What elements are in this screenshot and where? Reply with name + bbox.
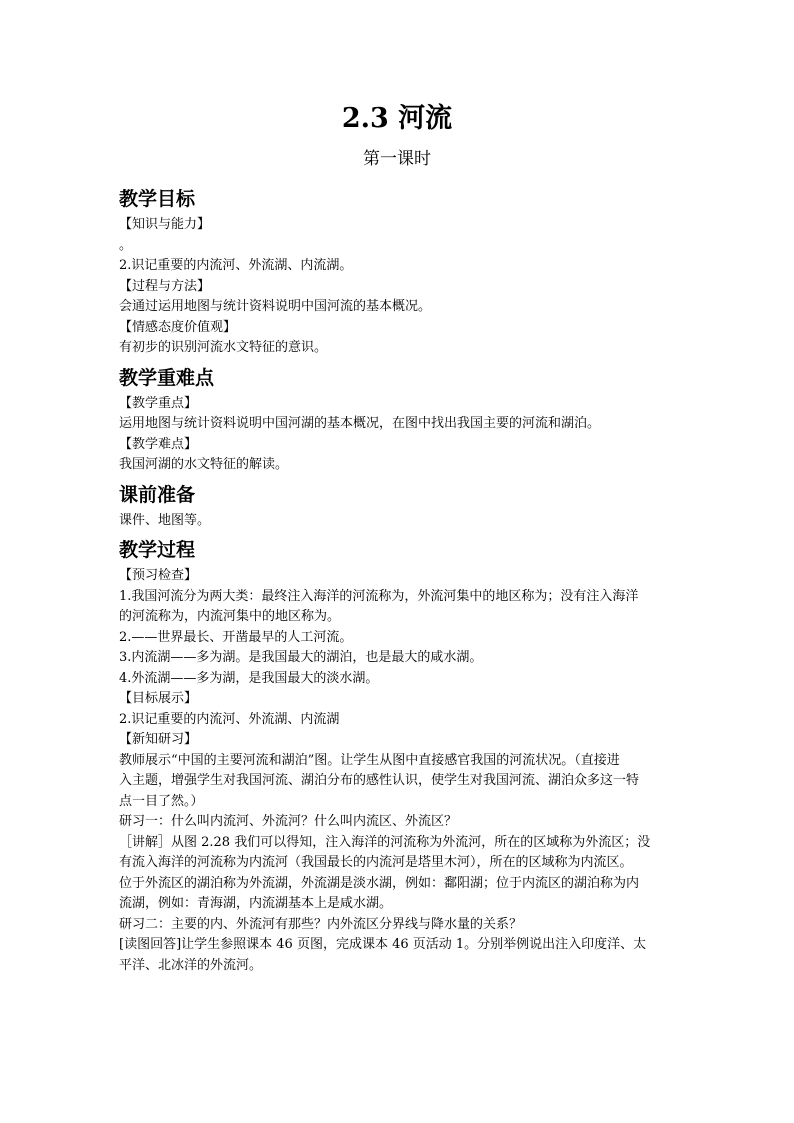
- paragraph-line: 2.识记重要的内流河、外流湖、内流湖: [119, 711, 340, 727]
- paragraph-line: 点一目了然。）: [119, 793, 204, 809]
- subheading-new-knowledge: 【新知研习】: [119, 732, 198, 747]
- paragraph-line: 流湖，例如：青海湖，内流湖基本上是咸水湖。: [119, 896, 393, 911]
- subheading-values: 【情感态度价值观】: [119, 319, 237, 335]
- section-heading-preparation: 课前准备: [119, 483, 196, 506]
- paragraph-line: 3.内流湖——多为湖。是我国最大的湖泊，也是最大的咸水湖。: [119, 650, 483, 665]
- paragraph-line: 。: [119, 237, 133, 253]
- paragraph-line: 课件、地图等。: [119, 512, 211, 528]
- paragraph-line: 研习二：主要的内、外流河有那些？内外流区分界线与降水量的关系？: [119, 916, 523, 932]
- paragraph-line: 4.外流湖——多为湖，是我国最大的淡水湖。: [119, 670, 379, 686]
- paragraph-line: 2.——世界最长、开凿最早的人工河流。: [119, 629, 353, 645]
- paragraph-line: 1.我国河流分为两大类：最终注入海洋的河流称为，外流河集中的地区称为；没有注入海洋: [119, 588, 639, 604]
- subheading-difficulty: 【教学难点】: [119, 436, 198, 452]
- paragraph-line: 入主题，增强学生对我国河流、湖泊分布的感性认识，使学生对我国河流、湖泊众多这一特: [119, 773, 640, 788]
- paragraph-line: 教师展示“中国的主要河流和湖泊”图。让学生从图中直接感官我国的河流状况。（直接进: [119, 752, 620, 768]
- section-heading-key-points: 教学重难点: [119, 366, 215, 389]
- paragraph-line: 运用地图与统计资料说明中国河湖的基本概况，在图中找出我国主要的河流和湖泊。: [119, 416, 601, 431]
- paragraph-line: 有流入海洋的河流称为内流河（我国最长的内流河是塔里木河），所在的区域称为内流区。: [119, 855, 633, 870]
- subheading-knowledge: 【知识与能力】: [119, 217, 211, 232]
- paragraph-line: 会通过运用地图与统计资料说明中国河流的基本概况。: [119, 299, 432, 314]
- paragraph-line: [读图回答]让学生参照课本 46 页图，完成课本 46 页活动 1。分别举例说出注入印度洋、太: [119, 937, 647, 952]
- subheading-process: 【过程与方法】: [119, 278, 211, 294]
- document-subtitle: 第一课时: [363, 149, 431, 169]
- document-body: [119, 186, 684, 976]
- paragraph-line: 位于外流区的湖泊称为外流湖，外流湖是淡水湖，例如：鄱阳湖；位于内流区的湖泊称为内: [119, 875, 640, 891]
- subheading-key-point: 【教学重点】: [119, 395, 198, 411]
- section-heading-process: 教学过程: [119, 539, 196, 561]
- paragraph-line: 的河流称为，内流河集中的地区称为。: [119, 609, 341, 624]
- paragraph-line: 平洋、北冰洋的外流河。: [119, 957, 263, 973]
- subheading-preview: 【预习检查】: [119, 568, 198, 583]
- paragraph-line: ［讲解］从图 2.28 我们可以得知，注入海洋的河流称为外流河，所在的区域称为外流区；没: [119, 834, 651, 850]
- document-title: 2.3 河流: [341, 103, 453, 134]
- paragraph-line: 我国河湖的水文特征的解读。: [119, 457, 289, 472]
- paragraph-line: 研习一：什么叫内流河、外流河？什么叫内流区、外流区？: [119, 814, 458, 829]
- paragraph-line: 有初步的识别河流水文特征的意识。: [119, 340, 328, 355]
- paragraph-line: 2.识记重要的内流河、外流湖、内流湖。: [119, 258, 353, 273]
- section-heading-objectives: 教学目标: [119, 188, 196, 210]
- subheading-goals: 【目标展示】: [119, 691, 198, 706]
